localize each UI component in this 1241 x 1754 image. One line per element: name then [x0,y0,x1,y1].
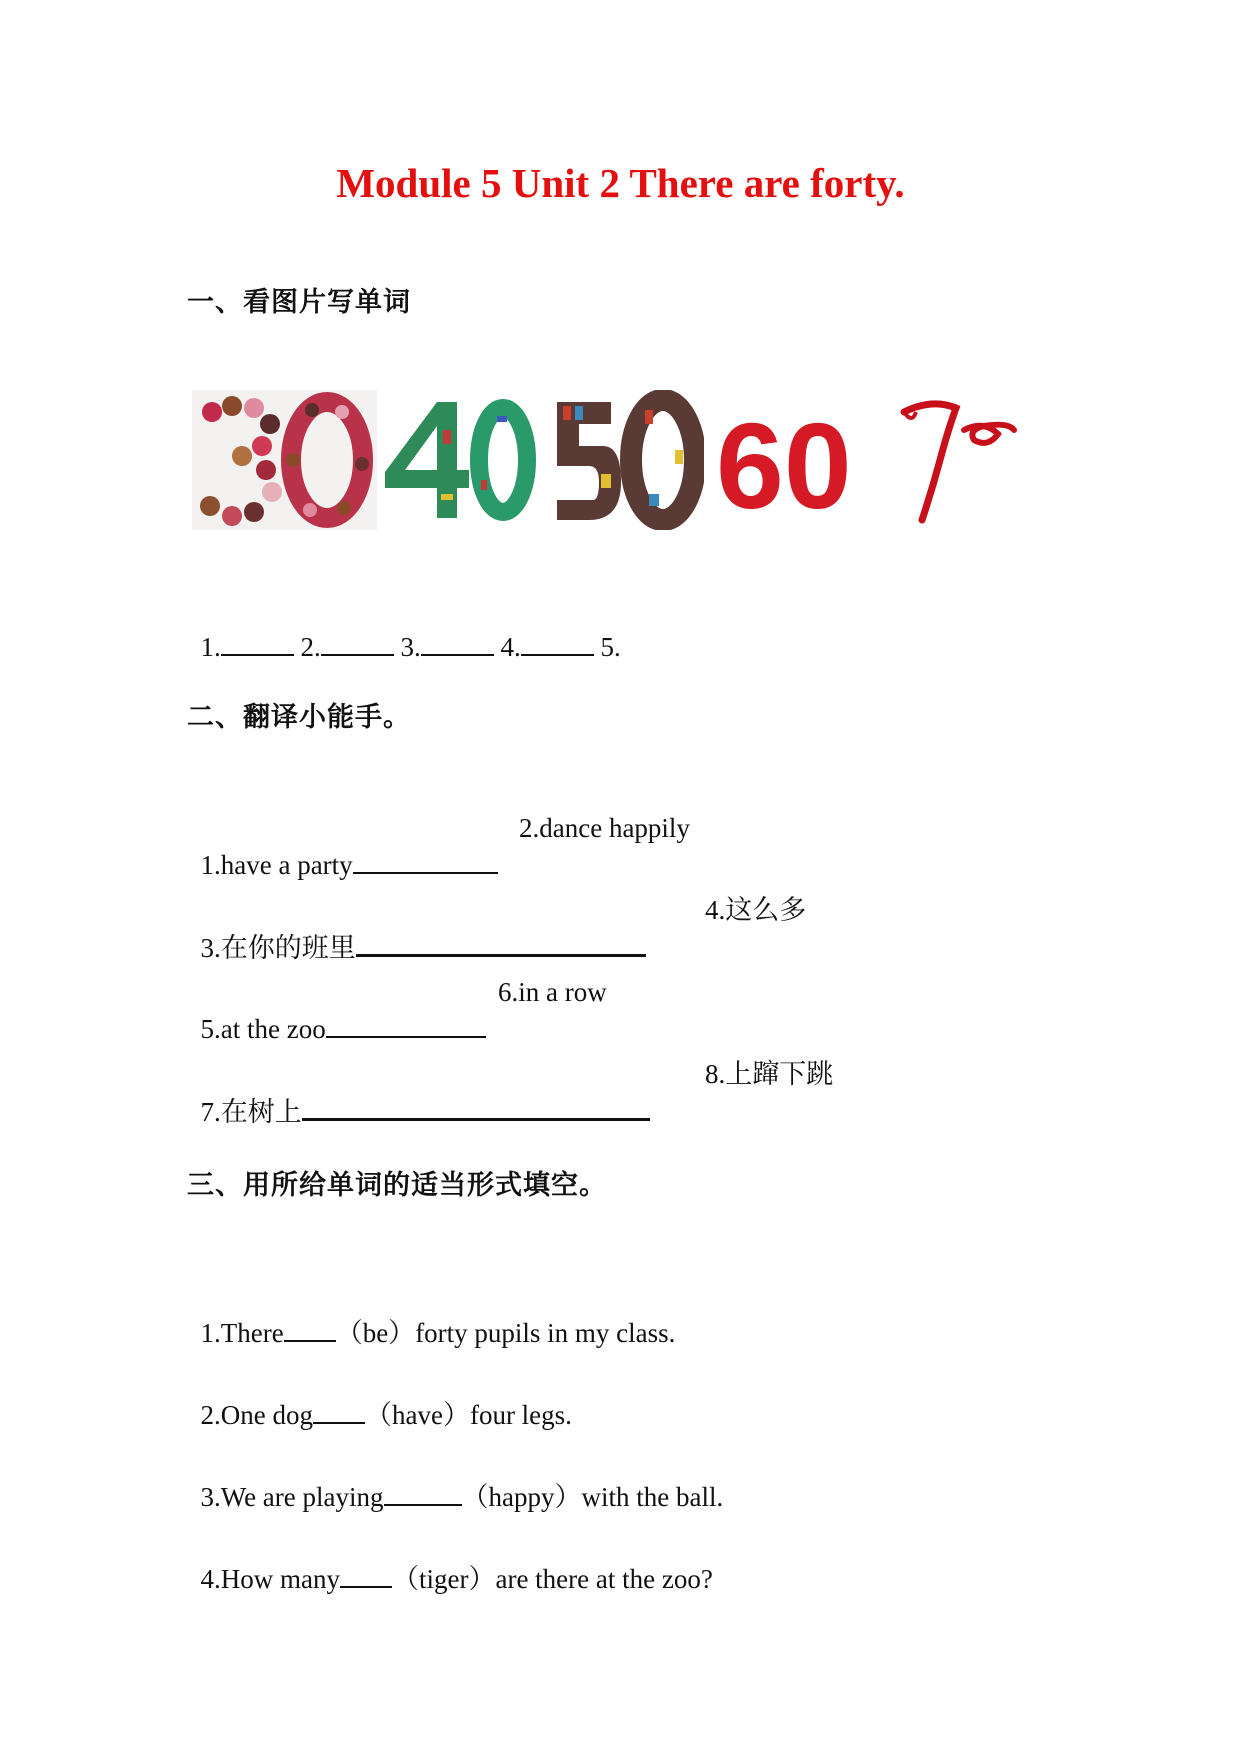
translation-item: 3.在你的班里 [200,933,356,963]
answer-blank[interactable] [221,628,294,656]
translation-item: 8.上蹿下跳 [705,1059,834,1089]
question-text: 3.We are playing [200,1482,384,1512]
question-text: four legs. [469,1400,572,1430]
translation-row-2 [187,892,646,966]
section1-answer-line [187,592,621,665]
answer-number: 1. [200,632,221,662]
translation-item: 2.dance happily [519,813,690,843]
translation-blank[interactable] [326,1010,486,1038]
translation-blank[interactable] [356,928,646,957]
answer-number: 2. [300,632,321,662]
question-text: with the ball. [581,1482,724,1512]
question-text: 1.There [200,1318,284,1348]
translation-item: 4.这么多 [705,895,807,925]
translation-row-4 [187,1056,650,1130]
answer-number: 5. [600,632,621,662]
page-title: Module 5 Unit 2 There are forty. [336,160,905,206]
question-text: forty pupils in my class. [415,1318,676,1348]
answer-number: 4. [500,632,521,662]
fill-in-question-4 [187,1524,713,1597]
question-text: 2.One dog [200,1400,313,1430]
translation-item: 1.have a party [200,850,353,880]
question-text: are there at the zoo? [495,1564,713,1594]
given-word: （have） [364,1400,470,1430]
circuit-number-image [377,390,537,530]
fill-in-blank[interactable] [313,1396,365,1424]
translation-row-3 [187,974,486,1047]
question-text: 4.How many [200,1564,340,1594]
translation-blank[interactable] [353,846,498,874]
given-word: （happy） [461,1482,582,1512]
section3-heading: 三、用所给单词的适当形式填空。 [187,1170,607,1201]
answer-blank[interactable] [521,628,594,656]
ribbon-number-image [892,390,1032,530]
given-word: （be） [335,1318,416,1348]
fill-in-question-1 [187,1278,675,1351]
red-number-image [712,390,872,530]
translation-item: 5.at the zoo [200,1014,326,1044]
translation-row-1 [187,810,498,883]
answer-blank[interactable] [421,628,494,656]
number-images-strip [192,390,1032,530]
answer-blank[interactable] [321,628,394,656]
bookshelf-number-image [549,390,704,530]
section2-heading: 二、翻译小能手。 [187,702,411,733]
fill-in-blank[interactable] [384,1478,462,1506]
translation-item: 6.in a row [498,977,607,1007]
cupcake-number-image [192,390,377,530]
fill-in-question-3 [187,1442,723,1515]
translation-blank[interactable] [302,1092,650,1121]
fill-in-blank[interactable] [340,1560,392,1588]
given-word: （tiger） [391,1564,496,1594]
section1-heading: 一、看图片写单词 [187,287,411,318]
fill-in-blank[interactable] [284,1314,336,1342]
fill-in-question-2 [187,1360,572,1433]
answer-number: 3. [400,632,421,662]
translation-item: 7.在树上 [200,1097,302,1127]
number-60-text: 60 [716,398,852,530]
